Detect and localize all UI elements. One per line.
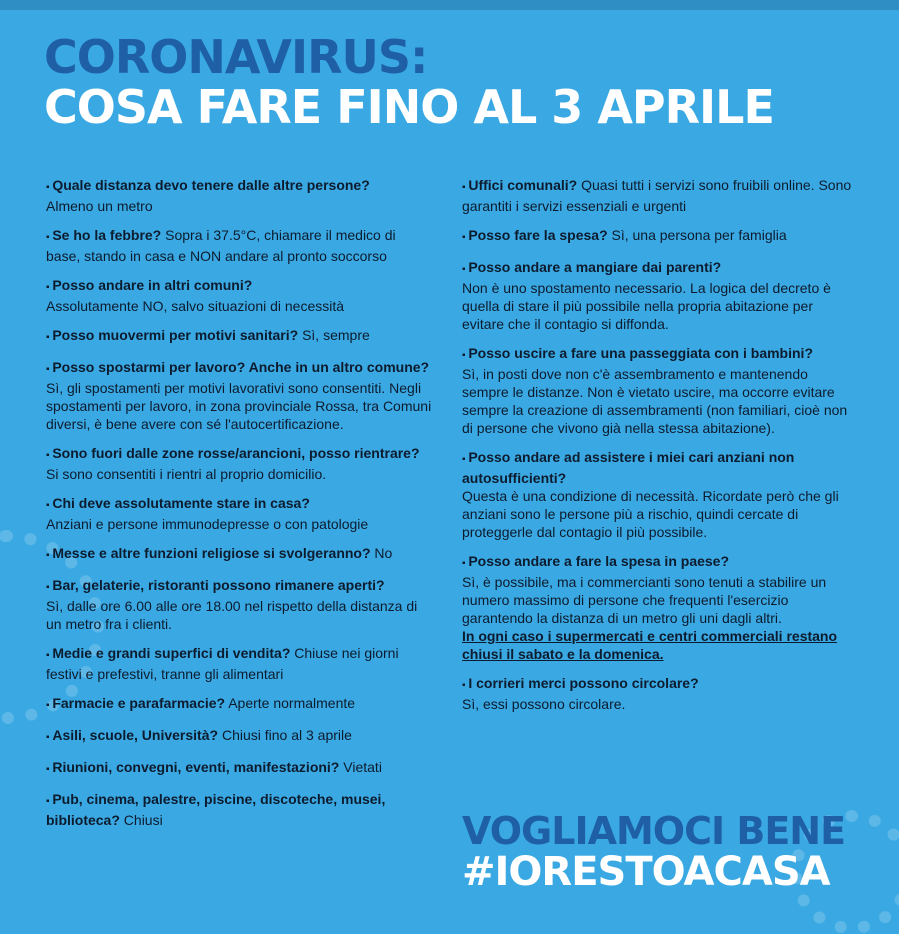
faq-item — [46, 176, 432, 215]
answer: Non è uno spostamento necessario. La logica del decreto è quella di stare il più possibile nella propria abitazione per evitare che il contagio si diffonda. — [462, 280, 831, 332]
faq-item — [46, 790, 432, 829]
question: ▪ Sono fuori dalle zone rosse/arancioni, posso rientrare? — [46, 445, 420, 461]
faq-item — [46, 326, 432, 347]
question: ▪ Asili, scuole, Università? — [46, 727, 218, 743]
left-column — [46, 176, 432, 840]
faq-item — [46, 444, 432, 483]
question: ▪ Bar, gelaterie, ristoranti possono rimanere aperti? — [46, 577, 385, 593]
faq-item — [46, 726, 432, 747]
question: ▪ Uffici comunali? — [462, 177, 577, 193]
faq-item — [462, 176, 854, 215]
slogan-line-1: VOGLIAMOCI BENE — [462, 809, 846, 853]
faq-item — [46, 226, 432, 265]
question: ▪ Farmacie e parafarmacie? — [46, 695, 225, 711]
faq-item — [46, 494, 432, 533]
top-bar — [0, 0, 899, 10]
question: ▪ I corrieri merci possono circolare? — [462, 675, 699, 691]
faq-item — [462, 448, 854, 541]
answer: Sì, è possibile, ma i commercianti sono tenuti a stabilire un numero massimo di persone che frequenti l'esercizio garantendo la distanza di un metro gli uni dagli altri. — [462, 574, 827, 626]
answer: Assolutamente NO, salvo situazioni di necessità — [46, 298, 345, 314]
question: ▪ Messe e altre funzioni religiose si svolgeranno? — [46, 545, 371, 561]
answer: Anziani e persone immunodepresse o con patologie — [46, 516, 369, 532]
question: ▪ Posso andare ad assistere i miei cari anziani non autosufficienti? — [462, 449, 794, 486]
slogan-hashtag: #IORESTOACASA — [462, 849, 830, 895]
answer: Quasi tutti i servizi sono fruibili online. Sono garantiti i servizi essenziali e urgenti — [462, 177, 852, 214]
question: ▪ Chi deve assolutamente stare in casa? — [46, 495, 310, 511]
answer: Sì, gli spostamenti per motivi lavorativi sono consentiti. Negli spostamenti per lavoro, in zona provinciale Rossa, tra Comuni diversi, è bene avere con sé l'autocertificazione. — [46, 380, 432, 432]
answer: Chiuse nei giorni festivi e prefestivi, tranne gli alimentari — [46, 645, 399, 682]
answer: Vietati — [343, 759, 382, 775]
faq-item — [46, 358, 432, 433]
faq-item — [46, 644, 432, 683]
question: ▪ Posso andare in altri comuni? — [46, 277, 252, 293]
answer: Sì, in posti dove non c'è assembramento e mantenendo sempre le distanze. Non è vietato uscire, ma occorre evitare sempre la creazione di assembramenti (non familiari, cioè non di persone che vivono già nella stessa abitazione). — [462, 366, 848, 436]
faq-item — [46, 276, 432, 315]
answer: Questa è una condizione di necessità. Ricordate però che gli anziani sono le persone più a rischio, quindi cercate di proteggerle dal contagio il più possibile. — [462, 488, 839, 540]
question: ▪ Posso spostarmi per lavoro? Anche in un altro comune? — [46, 359, 429, 375]
question: ▪ Medie e grandi superfici di vendita? — [46, 645, 290, 661]
faq-item — [46, 694, 432, 715]
faq-item — [46, 576, 432, 633]
question: ▪ Posso andare a fare la spesa in paese? — [462, 553, 729, 569]
answer: Aperte normalmente — [228, 695, 356, 711]
faq-item — [462, 344, 854, 437]
closure-note: In ogni caso i supermercati e centri commerciali restano chiusi il sabato e la domenica. — [462, 628, 838, 662]
faq-item — [462, 674, 854, 713]
answer: Chiusi fino al 3 aprile — [221, 727, 352, 743]
question: ▪ Posso muovermi per motivi sanitari? — [46, 327, 298, 343]
title-line-2: COSA FARE FINO AL 3 APRILE — [44, 80, 774, 134]
answer: Sì, sempre — [302, 327, 370, 343]
answer: Sì, essi possono circolare. — [462, 696, 626, 712]
faq-item — [462, 258, 854, 333]
question: ▪ Se ho la febbre? — [46, 227, 161, 243]
answer: Sopra i 37.5°C, chiamare il medico di base, stando in casa e NON andare al pronto soccorso — [46, 227, 396, 264]
answer: Almeno un metro — [46, 198, 153, 214]
question: ▪ Quale distanza devo tenere dalle altre persone? — [46, 177, 370, 193]
title-line-1: CORONAVIRUS: — [44, 30, 428, 84]
question: ▪ Pub, cinema, palestre, piscine, discoteche, musei, biblioteca? — [46, 791, 385, 828]
faq-item — [462, 226, 854, 247]
question: ▪ Posso andare a mangiare dai parenti? — [462, 259, 721, 275]
question: ▪ Posso uscire a fare una passeggiata con i bambini? — [462, 345, 813, 361]
faq-item — [46, 758, 432, 779]
right-column — [462, 176, 854, 724]
faq-item — [46, 544, 432, 565]
answer: Chiusi — [123, 812, 163, 828]
faq-item — [462, 552, 854, 663]
question: ▪ Posso fare la spesa? — [462, 227, 608, 243]
question: ▪ Riunioni, convegni, eventi, manifestazioni? — [46, 759, 339, 775]
answer: No — [374, 545, 393, 561]
answer: Sì, una persona per famiglia — [611, 227, 787, 243]
answer: Si sono consentiti i rientri al proprio domicilio. — [46, 466, 327, 482]
answer: Sì, dalle ore 6.00 alle ore 18.00 nel rispetto della distanza di un metro fra i clienti. — [46, 598, 418, 632]
